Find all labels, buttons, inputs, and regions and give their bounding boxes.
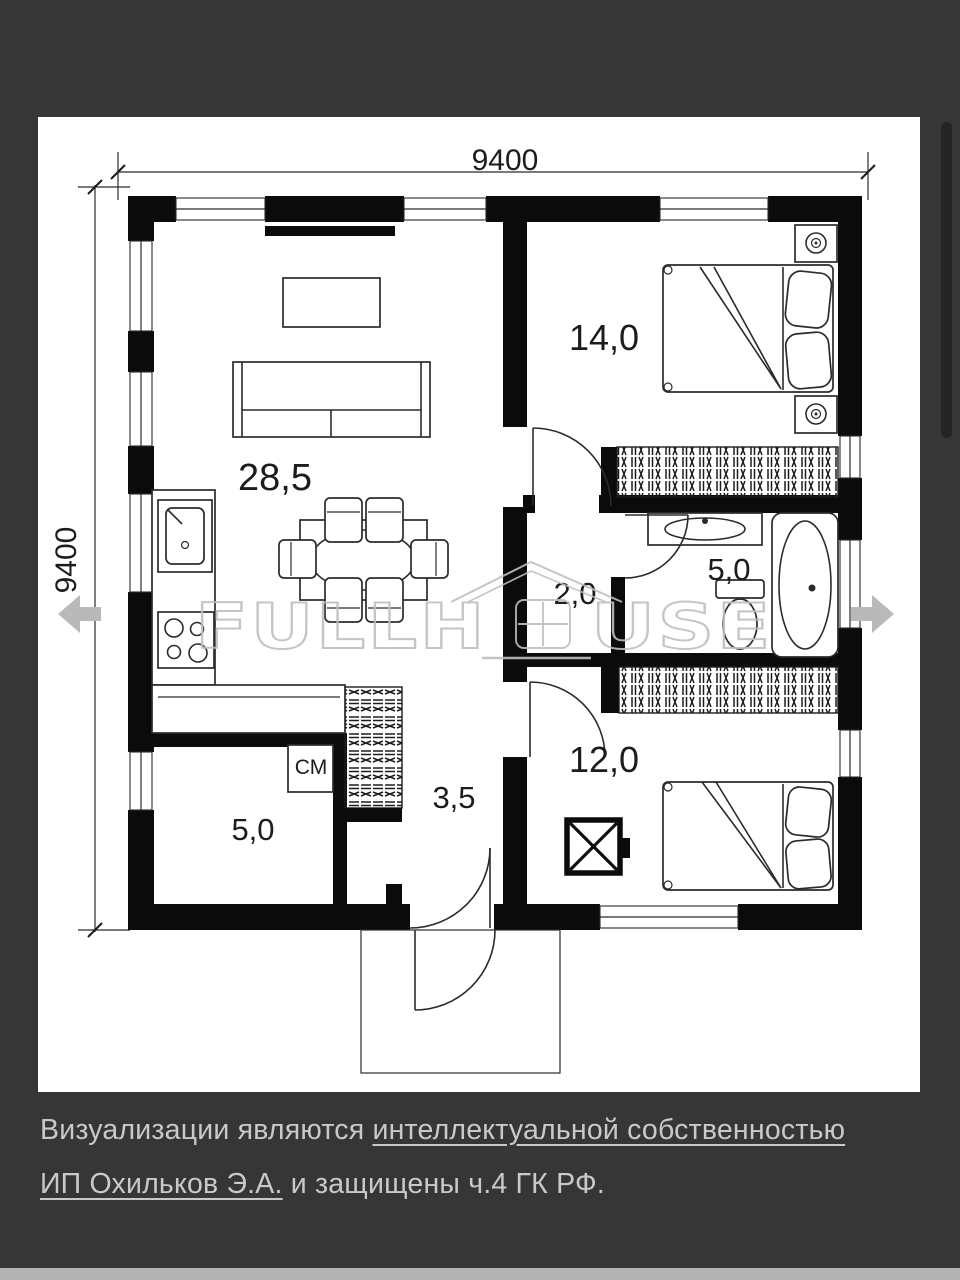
window-right-bedroom2 xyxy=(840,730,860,777)
door-entrance-inner xyxy=(410,848,490,928)
window-top-bedroom xyxy=(660,198,768,220)
washing-machine xyxy=(288,745,333,792)
room-label-storage: 5,0 xyxy=(231,812,275,847)
floor-plan xyxy=(38,117,920,1092)
bed-main xyxy=(663,265,833,392)
window-top-living-1 xyxy=(176,198,265,220)
watermark-left: FULLH xyxy=(195,590,487,663)
chevron-left-icon xyxy=(56,592,102,636)
scrollbar[interactable] xyxy=(941,122,952,438)
washing-machine-label: СМ xyxy=(294,756,328,779)
nightstand-top xyxy=(795,225,837,262)
bathroom-sink xyxy=(648,513,762,545)
watermark-right: USE xyxy=(591,590,773,663)
window-left-2 xyxy=(130,372,152,446)
caption-link-author[interactable]: ИП Охильков Э.А. xyxy=(40,1168,283,1200)
caption-line-1 xyxy=(40,1103,922,1157)
kitchen-sink xyxy=(158,500,212,572)
window-left-1 xyxy=(130,241,152,331)
wardrobe-bedroom-second xyxy=(601,667,838,713)
previous-image-button[interactable] xyxy=(56,592,102,636)
dimension-top xyxy=(111,144,875,200)
dining-table xyxy=(300,520,427,600)
window-bottom-bedroom2 xyxy=(600,906,738,928)
room-label-bedroom-main: 14,0 xyxy=(568,317,640,358)
copyright-caption xyxy=(40,1103,922,1211)
room-label-bedroom-second: 12,0 xyxy=(568,739,640,780)
door-bedroom-main xyxy=(533,428,611,506)
dimension-left xyxy=(50,180,130,937)
tv-stand xyxy=(283,278,380,327)
window-top-living-2 xyxy=(404,198,486,220)
caption-link-ip-rights[interactable]: интеллектуальной собственностью xyxy=(372,1114,846,1146)
room-label-hall: 2,0 xyxy=(553,576,597,611)
porch xyxy=(361,930,560,1073)
room-label-living: 28,5 xyxy=(238,457,312,499)
next-image-button[interactable] xyxy=(850,592,896,636)
caption-text-1: Визуализации являются xyxy=(40,1114,373,1146)
chevron-right-icon xyxy=(850,592,896,636)
bed-second xyxy=(663,782,833,890)
window-left-kitchen xyxy=(130,494,152,592)
bathtub xyxy=(772,513,838,657)
tv-panel xyxy=(265,226,395,236)
room-label-corridor: 3,5 xyxy=(432,780,476,815)
caption-text-2: и защищены ч.4 ГК РФ. xyxy=(282,1168,605,1200)
bottom-bar xyxy=(0,1268,960,1280)
room-label-bathroom: 5,0 xyxy=(707,552,751,587)
nightstand-bottom xyxy=(795,396,837,433)
boiler xyxy=(567,820,630,873)
wardrobe-bedroom-main xyxy=(601,447,838,497)
window-left-storage xyxy=(130,752,152,810)
plan-viewer-card xyxy=(38,117,920,1092)
caption-line-2 xyxy=(40,1157,922,1211)
dimension-top-value: 9400 xyxy=(471,144,539,177)
dimension-left-value: 9400 xyxy=(50,526,83,594)
wardrobe-corridor xyxy=(345,687,402,822)
sofa xyxy=(233,362,430,437)
window-right-1 xyxy=(840,436,860,478)
